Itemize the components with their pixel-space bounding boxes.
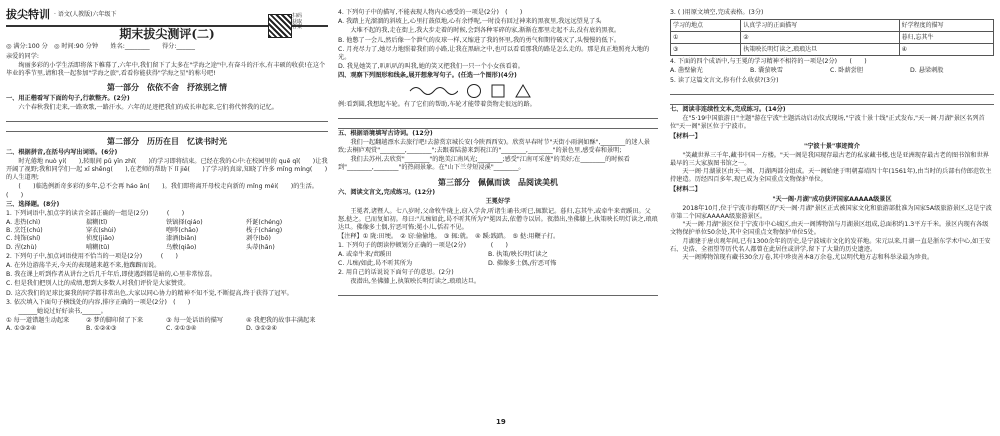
- part2-heading: 第二部分 历历在目 忆读书时光: [107, 136, 227, 147]
- option: 铁镐择(qiáo): [166, 219, 203, 227]
- q4-d[interactable]: D. 我见她笑了,叭叭叭的叫我,她的笑又把我们一只一个小女孩看着。: [338, 63, 524, 71]
- option: 栈子(cháng): [246, 227, 283, 235]
- qr-code[interactable]: [268, 14, 292, 38]
- option[interactable]: B. 囊萤映雪: [750, 67, 783, 75]
- table-cell[interactable]: ①: [671, 32, 741, 44]
- option[interactable]: A. 悲热(chì): [6, 219, 41, 227]
- q3-2-b[interactable]: B. 我在课上听到作者从讲台之后几千年后,即使遇到都是暗的,心里非常惊喜。: [6, 271, 217, 279]
- option: 侦度(jiāo): [86, 235, 115, 243]
- passage-title: 王冕好学: [485, 198, 511, 206]
- part3-heading: 第三部分 佩佩而读 品阅读美机: [438, 176, 558, 187]
- q7-1: 1. 下列句子的朗读停顿划分正确的一项是(2分) ( ): [338, 242, 508, 250]
- middle-column: [338, 8, 658, 428]
- q6-title: 五、根据语境填写古诗词。(12分): [338, 129, 433, 137]
- q3-3: 3. 依次填入下面句子横线处的内容,排序正确的一项是(2分) ( ): [6, 298, 191, 306]
- q4-c[interactable]: C. 月亮尽力了,她尽力地照着我们的小路,让我在黑暗之中,也可以看看那我的路是怎么走的。那是真正地照亮大地的光。: [338, 45, 650, 61]
- option[interactable]: C. 卧薪尝胆: [830, 67, 864, 75]
- option: 剥夺(bō): [246, 235, 271, 243]
- option[interactable]: C. 儿痴/如此,曷不听其所为: [338, 259, 413, 267]
- q9-options: [670, 67, 994, 75]
- answer-option[interactable]: D. ③①②④: [246, 325, 277, 333]
- material2-label: 【材料二】: [670, 186, 701, 194]
- sentence-item: ① 每一道错题生动起来: [6, 317, 70, 325]
- option: 头蒂(hān): [246, 243, 275, 251]
- option[interactable]: A. 或牵牛来/责蹊田: [338, 251, 392, 259]
- q3-1: 1. 下列词语中,加点字的读音全部正确的一组是(2分) ( ): [6, 209, 185, 217]
- q7-2-text: 夜潜出,坐佛膝上,执策映长明灯读之,琅琅达旦。: [338, 278, 481, 286]
- q11-intro: 在"5·19中国旅游日"主题"游在宁波"主题活动启动仪式现场,"宁波十景十线"正式发布,"天一阁·月湖"景区名列首位"天一阁"景区位于宁波市。: [670, 114, 985, 131]
- q3-3-answers: [6, 325, 328, 333]
- subject-label: · 语文(人教版)六年级下: [54, 11, 117, 19]
- answer-option[interactable]: C. ②①③④: [166, 325, 197, 333]
- writing-line[interactable]: [6, 113, 328, 122]
- sentence-item: ④ 我把我的故事丰满起来: [246, 317, 316, 325]
- q3-title: 三、选择题。(8分): [6, 200, 60, 208]
- writing-line[interactable]: [338, 110, 658, 119]
- q7-1-options: [338, 251, 658, 267]
- part1-heading: 第一部分 依依不舍 抒浓别之情: [107, 82, 227, 93]
- table-row: [671, 32, 994, 44]
- material1-label: 【材料一】: [670, 133, 701, 141]
- q6-text: 我们一起翻越漂水去旅行吧!去游赏京城长安(今陕西西安)。欣赏早春时节"天街小雨润如酥",________的迷人景致;去桐庐观赏"________,________";去跟着陆游来到祝江的"________,________"的景色里,感受春和景明;: [338, 138, 650, 155]
- table-header: 学习的地点: [671, 20, 741, 32]
- table-cell[interactable]: ③: [671, 44, 741, 56]
- greeting: 亲爱的同学:: [6, 52, 40, 60]
- q5-example: 例:看到圆,我想起车轮。有了它们的帮助,车轮才能带着货物走很远的路。: [338, 100, 536, 108]
- writing-line[interactable]: [338, 287, 658, 296]
- exam-title: 期末拔尖测评(二): [119, 26, 215, 41]
- q3-3-line: ______她说过好好读书,______。: [6, 307, 107, 315]
- option: 漆酒(biǎn): [166, 235, 197, 243]
- q4-a2: 大堆不起的我,走在街上,我大步走着的时候,会到各种零碎的家,渐渐在那里走起不去,没有底的黑夜。: [338, 27, 621, 35]
- writing-line[interactable]: [670, 86, 994, 95]
- q1-title: 一、用正楷看写下面的句子,行款整齐。(2分): [6, 94, 130, 102]
- page-number: 19: [496, 418, 506, 426]
- option[interactable]: D. 佛像多土偶,/狞恶可怖: [488, 259, 557, 267]
- table-cell[interactable]: ②: [741, 32, 899, 44]
- qr-label: 扫码获取答案: [292, 13, 303, 30]
- answer-option[interactable]: B. ①②④③: [86, 325, 117, 333]
- intro-text: 绚丽多彩的小学生活即将落下帷幕了,六年中,我们留下了太多在"学海之途"中,有奋斗的汗水,有丰硕的收获!在这个毕业的季节里,请和我一起参加"学海之旅",看看你能获得"学海之星"的称号吧!: [6, 61, 326, 77]
- wave-icon: [408, 84, 458, 98]
- option[interactable]: D. 悬梁刺股: [910, 67, 944, 75]
- material1-text: "笑藏世界三千年,藏书中国一方楼。"天一阁是我国现存最古老的私家藏书楼,也是亚洲现存最古老的图书馆和世界最早的三大家族图书馆之一。 天一阁·月湖景区由天一阁、月湖两部分组成。天一阁始建于明朝嘉靖四十年(1561年),由当时的兵部右侍郎范钦主持建造。历经四百多年,现已成为全国重点文物保护单位。: [670, 151, 992, 184]
- material1-title: "宁波十景"事迹简介: [804, 142, 860, 150]
- table-cell: 执策映长明灯读之,琅琅达旦: [741, 44, 899, 56]
- q3-1-options: [6, 219, 328, 252]
- writing-line[interactable]: [670, 96, 994, 105]
- q2-line2: ( )临选例新奇多彩的多年,总不会再 háo ān( )。我们即将离开母校走向新的 mǐng méi( )的生活。( ): [6, 183, 318, 199]
- q4-a[interactable]: A. 我踏上光溜溜的斜坡上,心里打鼓似地,心有余悸呢,一时没有回过神来的黑夜里,我远远望见了头: [338, 18, 602, 26]
- brand-logo: 拔尖特训: [6, 8, 50, 21]
- q3-2-c[interactable]: C. 但是我们把别人比的成绩,想到大多数人对我们评价是大家赞赏。: [6, 280, 190, 288]
- sentence-item: ③ 每一处话语的描写: [166, 317, 224, 325]
- option: 哺糊(tǔ): [86, 243, 110, 251]
- right-column: [670, 8, 994, 428]
- q11-title: 七、阅读非连续性文本,完成练习。(14分): [670, 105, 786, 113]
- q7-2: 2. 用自己的话说说下面句子的意思。(2分): [338, 268, 454, 276]
- q3-2: 2. 下列句子中,加点词语使用不恰当的一项是(2分) ( ): [6, 252, 178, 260]
- q3-2-a[interactable]: A. 在外边游荡半天,今天的表现越来越不来,他踟蹰而说。: [6, 262, 161, 269]
- option: 揣糊(tǐ): [86, 219, 108, 227]
- writing-line[interactable]: [338, 120, 658, 129]
- q7-title: 六、阅读文言文,完成练习。(12分): [338, 189, 436, 197]
- option[interactable]: D. 涅(zhù): [6, 243, 37, 251]
- table-header: 好学程度的描写: [899, 20, 993, 32]
- option: 鸟敷(qiāo): [166, 243, 197, 251]
- q6-text2: 我们去苏州,去欣赏"________"的绝美江南风光;________;感受"江南可采莲"的美好;在________的时候看到"________,________"的热闹景象。在"山下兰芽短浸溪"________。: [338, 156, 630, 172]
- table-cell[interactable]: ④: [899, 44, 993, 56]
- q9: 4. 下面的四个成语中,与王冕的学习精神不相符的一项是(2分) ( ): [670, 58, 867, 66]
- option: 穿衣(shùi): [86, 227, 116, 235]
- option[interactable]: B. 执策/映长明灯读之: [488, 251, 548, 259]
- shape-row: [408, 83, 658, 99]
- option: 咆哮(chāo): [166, 227, 199, 235]
- square-icon: [490, 83, 506, 99]
- answer-table: [670, 19, 994, 56]
- table-cell: 暮归,忘其牛: [899, 32, 993, 44]
- circle-icon: [466, 83, 482, 99]
- option[interactable]: A. 凿壁偷光: [670, 67, 703, 75]
- q5-title: 四、观察下列图形和线条,展开想象写句子。(任选一个图形)(4分): [338, 72, 517, 80]
- table-header: 认真学习的正面描写: [741, 20, 899, 32]
- writing-line[interactable]: [6, 123, 328, 132]
- sentence-item: ② 梦的脚印留了下来: [86, 317, 144, 325]
- material2-title: "天一阁·月湖"成功获评国家AAAAA级景区: [772, 195, 892, 203]
- q2-title: 二、根据拼音,在括号内写出词语。(6分): [6, 148, 118, 156]
- answer-option[interactable]: A. ①③②④: [6, 325, 37, 333]
- q3-3-items: [6, 317, 328, 325]
- q2-line1: 时光倦地 nuò yí( ),转眼间 pǔ yīn zhǐ( )的学习即将结束。已经在我的心中:在校园里的 quē qǐ( )让我开阔了视野;我和同学们一起 xī shēng( ),在老师的帮助下 lǐ jiě( )了学习的真谛,知晓了许多 mǐng míng( )的人生道理;: [6, 157, 328, 182]
- option[interactable]: C. 纯饰(shí): [6, 235, 41, 243]
- exam-meta: ◎ 满分:100 分 ◎ 时间:90 分钟 姓名:________ 得分:______: [6, 43, 195, 51]
- q8: 3. ( )用原文填空,完成表格。(3分): [670, 9, 764, 16]
- annotation: 【注释】① 陇:田埂。 ② 窃:偷偷地。 ③ 辄:就。 ④ 蹊:践踏。 ⑤ 挞:用鞭子打。: [338, 233, 560, 241]
- q1-text: 六个春秋我们走来,一路欢歌,一路汗水。六年的足迹把我们的成长串起来,它们将代替我的记忆。: [6, 103, 278, 111]
- option: 歼诞(chéng): [246, 219, 283, 227]
- option[interactable]: B. 烹饪(chú): [6, 227, 43, 235]
- table-row: [671, 44, 994, 56]
- triangle-icon: [514, 83, 532, 99]
- q4-b[interactable]: B. 他憋了一会儿,然后像一个泄气的皮球一样,又缩进了我的怀里,我的勇气和期待破灭了,头慢慢的低下。: [338, 36, 621, 44]
- q4: 4. 下列句子中的描写,不能表现人物内心感受的一项是(2分) ( ): [338, 9, 523, 16]
- passage-text: 王冕者,诸暨人。七八岁时,父命牧牛陇上,窃入学舍,听诸生诵书;听已,辄默记。暮归,忘其牛,或牵牛来责蹊田。父怒,挞之。已而复如初。母曰:"儿痴如此,曷不听其所为?"冕因去,依僧寺以居。夜潜出,坐佛膝上,执策映长明灯读之,琅琅达旦。佛像多土偶,狞恶可怖;冕小儿,恬若不见。: [338, 207, 658, 231]
- left-column: [6, 8, 328, 428]
- material2-text: 2018年10月,位于宁波市海曙区的"天一阁·月湖"景区正式被国家文化和旅游部批准为国家5A级旅游景区,这是宁波市第二个国家AAAAA级旅游景区。 "天一阁·月湖"景区位于宁波市中心城区,由天一阁博物馆与月湖景区组成,总面积约1.3平方千米。景区内现有各级文物保护单位50余处,其中全国重点文物保护单位5处。 月湖建于唐贞观年间,已有1300余年的历史,是宁波城市文化的发祥地。宋元以来,月湖一直是浙东学术中心,如王安石、史浩、全祖望等历代名人都曾在此居住或讲学,留下了大量的历史遗迹。 天一阁博物馆现有藏书30余万卷,其中珍贵善本8万余卷,尤以明代地方志和科举录最为珍贵。: [670, 204, 992, 261]
- q10: 5. 读了这篇文言文,你有什么收获?(3分): [670, 76, 779, 84]
- q3-2-d[interactable]: D. 这次我们的足球比赛我的同学都非常出色,大家以同心协力的精神不知不觉,不断提高,终于获得了冠军。: [6, 289, 293, 297]
